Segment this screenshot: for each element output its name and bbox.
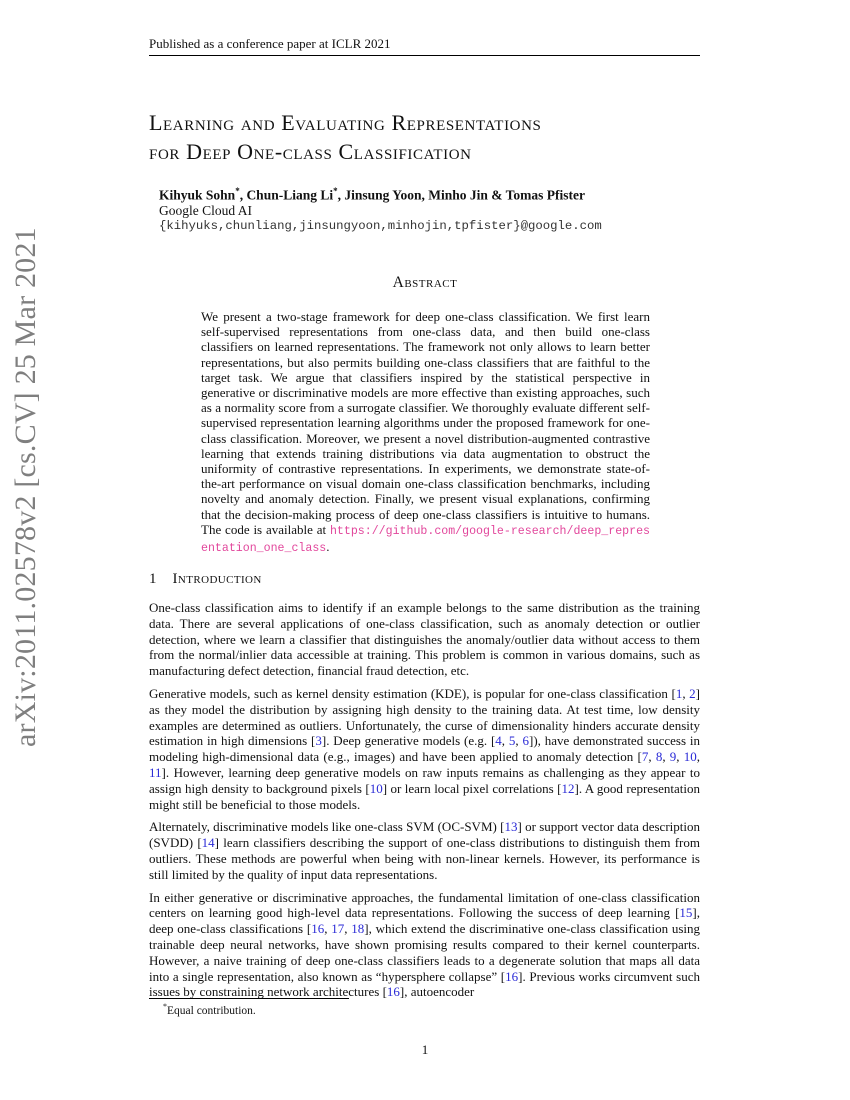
abstract-text: We present a two-stage framework for deep one-class classification. We first learn self-supervised representations from one-class data, and then build one-class classifiers on learned representations. The framework not only allows to learn better representations, but also permits building one-class classifiers that are faithful to the target task. We argue that classifiers inspired by the statistical perspective in generative or discriminative models are more effective than existing approaches, such as a normality score from a surrogate classifier. We thoroughly evaluate different self-supervised representation learning algorithms under the proposed framework for one-class classification. Moreover, we present a novel distribution-augmented contrastive learning that extends training distributions via data augmentation to obstruct the uniformity of contrastive representations. In experiments, we demonstrate state-of-the-art performance on visual domain one-class classification benchmarks, including novelty and anomaly detection. Finally, we present visual explanations, confirming that the decision-making process of deep one-class classifiers is intuitive to humans. The code is available at: [201, 309, 650, 537]
paragraph-1: One-class classification aims to identify if an example belongs to the same distribution as the training data. There are several applications of one-class classification, such as anomaly detection or outlier detection, where we learn a classifier that distinguishes the anomaly/outlier data without access to them from the normal/inlier data accessible at training. This problem is common in various domains, such as manufacturing defect detection, financial fraud detection, etc.: [149, 600, 700, 679]
title-line-2: for Deep One-class Classification: [149, 139, 472, 164]
citation-link[interactable]: 9: [669, 749, 677, 765]
footnote-rule: [149, 998, 349, 999]
citation-link[interactable]: 5: [508, 733, 516, 749]
citation-link[interactable]: 15: [679, 905, 693, 921]
citation-link[interactable]: 3: [315, 733, 322, 749]
citation-link[interactable]: 2: [689, 685, 696, 701]
other-authors: Jinsung Yoon, Minho Jin & Tomas Pfister: [344, 187, 586, 203]
citation-link[interactable]: 16: [311, 921, 325, 937]
citation-link[interactable]: 8: [655, 749, 663, 765]
equal-contrib-mark-1: *: [235, 186, 240, 196]
citation-link[interactable]: 16: [386, 984, 400, 1000]
citation-link[interactable]: 18: [351, 921, 365, 937]
citation-link[interactable]: 16: [505, 968, 519, 984]
title-line-1: Learning and Evaluating Representations: [149, 110, 542, 135]
footnote-mark: *: [163, 1002, 167, 1011]
abstract-body: [201, 309, 650, 556]
running-header: Published as a conference paper at ICLR 2021: [149, 36, 700, 56]
section-heading-introduction: [149, 571, 262, 588]
equal-contrib-mark-2: *: [333, 186, 338, 196]
citation-link[interactable]: 1: [675, 685, 683, 701]
section-name: Introduction: [172, 571, 262, 587]
citation-link[interactable]: 10: [369, 780, 383, 796]
paragraph-2: Generative models, such as kernel density estimation (KDE), is popular for one-class classification [1, 2] as they model the distribution by assigning high density to the training data. At test time, low density examples are determined as outliers. Unfortunately, the curse of dimensionality hinders accurate density estimation in high dimensions [3]. Deep generative models (e.g. [4, 5, 6]), have demonstrated success in modeling high-dimensional data (e.g., images) and have been applied to anomaly detection [7, 8, 9, 10, 11]. However, learning deep generative models on raw inputs remains as challenging as they appear to assign high density to background pixels [10] or learn local pixel correlations [12]. A good representation might still be beneficial to those models.: [149, 685, 701, 812]
author-list: Kihyuk Sohn*, Chun-Liang Li*, Jinsung Yoon, Minho Jin & Tomas Pfister: [159, 186, 586, 203]
paragraph-4: In either generative or discriminative approaches, the fundamental limitation of one-class classification centers on learning good high-level data representations. Following the success of deep learning [15], deep one-class classifications [16, 17, 18], which extend the discriminative one-class classification using trainable deep neural networks, have shown promising results compared to their kernel counterparts. However, a naive training of deep one-class classifiers leads to a degenerate solution that maps all data into a single representation, also known as “hypersphere collapse” [16]. Previous works circumvent such issues by constraining network architectures [16], autoencoder: [149, 889, 701, 1000]
citation-link[interactable]: 12: [561, 780, 575, 796]
citation-link[interactable]: 6: [522, 733, 529, 749]
code-link[interactable]: https://github.com/google-research/deep_representation_one_class: [201, 524, 650, 556]
paper-title: [149, 108, 709, 166]
citation-link[interactable]: 4: [495, 733, 502, 749]
paragraph-3: Alternately, discriminative models like one-class SVM (OC-SVM) [13] or support vector data description (SVDD) [14] learn classifiers describing the support of one-class distributions to distinguish them from outliers. These methods are powerful when being with non-linear kernels. However, its performance is still limited by the quality of input data representations.: [149, 819, 700, 882]
section-number: 1: [149, 571, 157, 587]
citation-link[interactable]: 14: [201, 835, 215, 851]
author-1: Kihyuk Sohn: [159, 187, 236, 203]
citation-link[interactable]: 11: [149, 764, 162, 780]
introduction-body: [149, 600, 700, 1007]
citation-link[interactable]: 13: [504, 819, 518, 835]
footnote-text: Equal contribution.: [167, 1004, 256, 1017]
author-2: Chun-Liang Li: [246, 187, 334, 203]
abstract-heading: Abstract: [392, 274, 458, 291]
footnote: [163, 1002, 256, 1017]
citation-link[interactable]: 7: [641, 749, 649, 765]
page-number: 1: [421, 1042, 429, 1057]
arxiv-stamp: arXiv:2011.02578v2 [cs.CV] 25 Mar 2021: [9, 227, 42, 747]
citation-link[interactable]: 10: [683, 749, 697, 765]
abstract-end: .: [326, 539, 330, 555]
affiliation: Google Cloud AI: [159, 203, 252, 218]
citation-link[interactable]: 17: [331, 921, 345, 937]
author-emails: {kihyuks,chunliang,jinsungyoon,minhojin,tpfister}@google.com: [159, 219, 602, 233]
